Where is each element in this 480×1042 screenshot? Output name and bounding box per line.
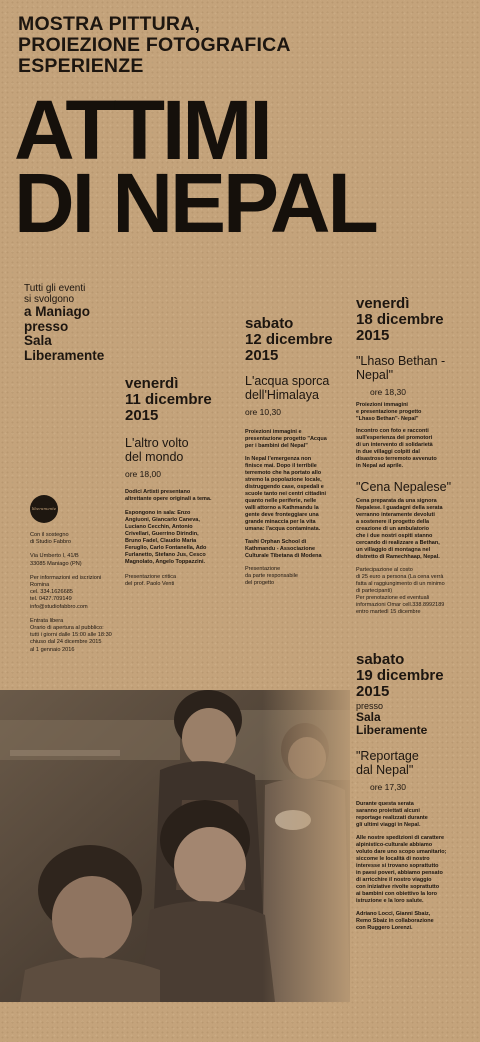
subtitle-line: MOSTRA PITTURA, <box>18 13 201 35</box>
artists-line: Angiuoni, Giancarlo Caneva, <box>125 517 200 523</box>
event-title-line: L'altro volto <box>125 436 189 450</box>
event-date <box>245 316 351 364</box>
info-line: Romina <box>30 582 50 589</box>
event-authors <box>356 911 474 932</box>
booking-line: Partecipazione al costo <box>356 567 413 573</box>
desc-line: e presentazione progetto <box>356 409 422 415</box>
location-intro: si svolgono <box>24 294 75 305</box>
event-weekday: sabato <box>356 651 405 668</box>
info-line: Per informazioni ed iscrizioni <box>30 574 102 581</box>
event-day: 19 dicembre <box>356 667 444 684</box>
event-date <box>125 376 235 424</box>
credit-line: Presentazione critica <box>125 574 177 580</box>
text-line: di un intervento di solidarietà <box>356 442 433 448</box>
text-line: interesse si trovano soprattutto <box>356 863 439 869</box>
event-title <box>125 436 235 464</box>
artists-line: Crivellari, Guerrino Dirindin, <box>125 531 199 537</box>
artists-line: Furlanetto, Stefano Jus, Cesco <box>125 552 206 558</box>
event-title-line: L'acqua sporca <box>245 374 330 388</box>
text-line: stremo la popolazione locale, <box>245 477 322 483</box>
booking-line: entro martedì 15 dicembre <box>356 609 421 615</box>
text-line: scuole tanto nei centri cittadini <box>245 491 326 497</box>
desc-line: Proiezioni immagini e <box>245 429 302 435</box>
text-line: umana: l'acqua contaminata. <box>245 526 321 532</box>
credit-line: Presentazione <box>245 566 281 572</box>
dinner-line: che i due nostri ospiti stanno <box>356 533 433 539</box>
artists-line: Luciano Cecchin, Antonio <box>125 524 193 530</box>
artists-line: Magnolato, Angelo Toppazzini. <box>125 559 206 565</box>
event-title <box>356 354 474 382</box>
event-11-dicembre <box>125 376 235 588</box>
event-weekday: venerdì <box>356 295 410 312</box>
event-title <box>356 749 474 777</box>
event-title-line: dell'Himalaya <box>245 388 319 402</box>
text-line: alpinistico-culturale abbiamo <box>356 842 433 848</box>
event-title-line: dal Nepal" <box>356 763 414 777</box>
event-time: ore 10,30 <box>245 407 281 417</box>
desc-line: altrettante opere originali a tema. <box>125 496 212 502</box>
event-19-dicembre <box>356 652 474 932</box>
address-line: Via Umberto I, 41/B <box>30 553 79 560</box>
text-line: Durante questa serata <box>356 801 414 807</box>
text-line: saranno proiettati alcuni <box>356 808 420 814</box>
artists-line: Bruno Fadel, Claudio Maria <box>125 538 197 544</box>
event-text-2 <box>356 835 474 905</box>
event-venue <box>356 711 474 737</box>
event-title <box>245 374 351 402</box>
dinner-line: verranno interamente devoluti <box>356 512 435 518</box>
text-line: istruzione e la loro salute. <box>356 898 424 904</box>
dinner-title: "Cena Nepalese" <box>356 480 452 494</box>
info-line: tel. 0427.709149 <box>30 596 72 603</box>
event-description <box>245 429 351 450</box>
text-line: di arricchire il nostro viaggio <box>356 877 432 883</box>
dinner-line: a sostenere il progetto della <box>356 519 430 525</box>
main-title-line-2: DI NEPAL <box>14 156 376 250</box>
dinner-line: cercando di realizzare a Bethan, <box>356 540 440 546</box>
dinner-booking <box>356 567 474 616</box>
hours-line: al 1 gennaio 2016 <box>30 646 75 653</box>
event-title-line: "Lhaso Bethan - <box>356 354 446 368</box>
event-year: 2015 <box>245 347 279 364</box>
artists-list <box>125 510 235 566</box>
dinner-line: creazione di un ambulatorio <box>356 526 430 532</box>
support-line: di Studio Fabbro <box>30 539 72 546</box>
event-year: 2015 <box>356 683 390 700</box>
booking-line: fatta al raggiungimento di un minimo <box>356 581 445 587</box>
text-line: sull'esperienza dei promotori <box>356 435 433 441</box>
organizer-line: Kathmandu - Associazione <box>245 546 316 552</box>
info-line: cel. 334.1626685 <box>30 589 73 596</box>
artists-line: Espongono in sala: Enzo <box>125 510 191 516</box>
subtitle-line: PROIEZIONE FOTOGRAFICA <box>18 34 291 56</box>
event-date <box>356 296 474 344</box>
support-line: Con il sostegno <box>30 532 69 538</box>
text-line: gente deve fronteggiare una <box>245 512 319 518</box>
event-description <box>356 402 474 423</box>
text-line: in due villaggi colpiti dal <box>356 449 420 455</box>
text-line: gli ultimi viaggi in Nepal. <box>356 822 421 828</box>
hours-line: chiuso dal 24 dicembre 2015 <box>30 639 102 646</box>
photo-illustration <box>0 690 350 1002</box>
location-place: Liberamente <box>24 347 105 363</box>
event-day: 11 dicembre <box>125 391 212 408</box>
event-day: 18 dicembre <box>356 311 444 328</box>
dinner-line: Nepalese. I guadagni della serata <box>356 505 443 511</box>
text-line: In Nepal l'emergenza non <box>245 456 312 462</box>
text-line: distruggendo case, ospedali e <box>245 484 324 490</box>
text-line: ai bambini con obiettivo la loro <box>356 891 437 897</box>
event-credit <box>125 574 235 588</box>
artists-line: Feruglio, Carlo Fontanella, Ado <box>125 545 207 551</box>
authors-line: Adriano Locci, Gianni Sbaiz, <box>356 911 431 917</box>
event-weekday: sabato <box>245 315 294 332</box>
event-credit <box>245 566 351 587</box>
info-email: info@studiofabbro.com <box>30 603 88 610</box>
location-place: presso <box>24 318 69 334</box>
dinner-line: Cena preparata da una signora <box>356 498 437 504</box>
location-place: Sala <box>24 333 52 348</box>
text-line: in Nepal ad aprile. <box>356 463 404 469</box>
event-description <box>125 489 235 503</box>
event-12-dicembre <box>245 316 351 587</box>
event-title-line: "Reportage <box>356 749 419 763</box>
subtitle-line: ESPERIENZE <box>18 55 144 77</box>
text-line: reportage realizzati durante <box>356 815 428 821</box>
location-block <box>24 283 104 363</box>
booking-line: di 25 euro a persona (La cena verrà <box>356 574 444 580</box>
text-line: terremoto che ha portato allo <box>245 470 322 476</box>
event-time: ore 18,00 <box>125 469 161 479</box>
event-date <box>356 652 474 700</box>
text-line: finisce mai. Dopo il terribile <box>245 463 317 469</box>
event-weekday: venerdì <box>125 375 179 392</box>
authors-line: Remo Sbaiz in collaborazione <box>356 918 434 924</box>
text-line: Alle nostre spedizioni di carattere <box>356 835 445 841</box>
booking-line: informazioni Omar cell.338.8992189 <box>356 602 445 608</box>
event-text <box>356 801 474 829</box>
text-line: con iniziative rivolte soprattutto <box>356 884 440 890</box>
desc-line: Proiezioni immagini <box>356 402 408 408</box>
desc-line: per i bambini del Nepal" <box>245 443 308 449</box>
event-year: 2015 <box>356 327 390 344</box>
main-title-line-1: ATTIMI <box>14 83 270 177</box>
desc-line: presentazione progetto "Acqua <box>245 436 327 442</box>
event-year: 2015 <box>125 407 159 424</box>
venue-line: Liberamente <box>356 723 428 737</box>
event-text <box>245 456 351 533</box>
liberamente-logo: liberamente <box>30 495 58 523</box>
authors-line: con Ruggero Lorenzi. <box>356 925 413 931</box>
text-line: quanto nelle periferie, nelle <box>245 498 317 504</box>
credit-line: del prof. Paolo Venti <box>125 581 175 587</box>
sidebar-info <box>30 532 122 654</box>
location-place: a Maniago <box>24 304 91 319</box>
text-line: voluto dare uno scopo umanitario; <box>356 849 447 855</box>
credit-line: da parte responsabile <box>245 573 298 579</box>
event-18-dicembre <box>356 296 474 616</box>
location-intro: Tutti gli eventi <box>24 283 86 294</box>
event-day: 12 dicembre <box>245 331 333 348</box>
desc-line: "Lhaso Bethan"- Nepal" <box>356 416 419 422</box>
address-line: 33085 Maniago (PN) <box>30 560 82 567</box>
nepal-children-photo <box>0 690 350 1002</box>
event-title-line: del mondo <box>125 450 184 464</box>
dinner-line: distretto di Ramechhaap, Nepal. <box>356 554 440 560</box>
event-subtitle <box>18 14 291 77</box>
dinner-line: un villaggio di montagna nel <box>356 547 431 553</box>
booking-line: di partecipanti) <box>356 588 393 594</box>
desc-line: Dodici Artisti presentano <box>125 489 191 495</box>
booking-line: Per prenotazione ed eventuali <box>356 595 430 601</box>
event-title-line: Nepal" <box>356 368 394 382</box>
text-line: siccome le località di nostro <box>356 856 430 862</box>
credit-line: del progetto <box>245 580 275 586</box>
event-text <box>356 428 474 470</box>
organizer-line: Culturale Tibetana di Modena <box>245 553 322 559</box>
text-line: in paesi poveri, abbiamo pensato <box>356 870 443 876</box>
organizer-line: Tashi Orphan School di <box>245 539 307 545</box>
text-line: Incontro con foto e racconti <box>356 428 429 434</box>
text-line: grande minaccia per la vita <box>245 519 316 525</box>
text-line: disastroso terremoto avvenuto <box>356 456 437 462</box>
text-line: valli attorno a Kathmandu la <box>245 505 319 511</box>
event-organizer <box>245 539 351 560</box>
event-time: ore 17,30 <box>370 782 406 792</box>
venue-line: Sala <box>356 710 381 724</box>
event-time: ore 18,30 <box>370 387 406 397</box>
dinner-text <box>356 498 474 561</box>
hours-line: Orario di apertura al pubblico: <box>30 625 104 632</box>
hours-line: tutti i giorni dalle 15:00 alle 18:30 <box>30 632 112 639</box>
event-venue-intro: presso <box>356 701 384 711</box>
hours-line: Entrata libera <box>30 617 64 624</box>
